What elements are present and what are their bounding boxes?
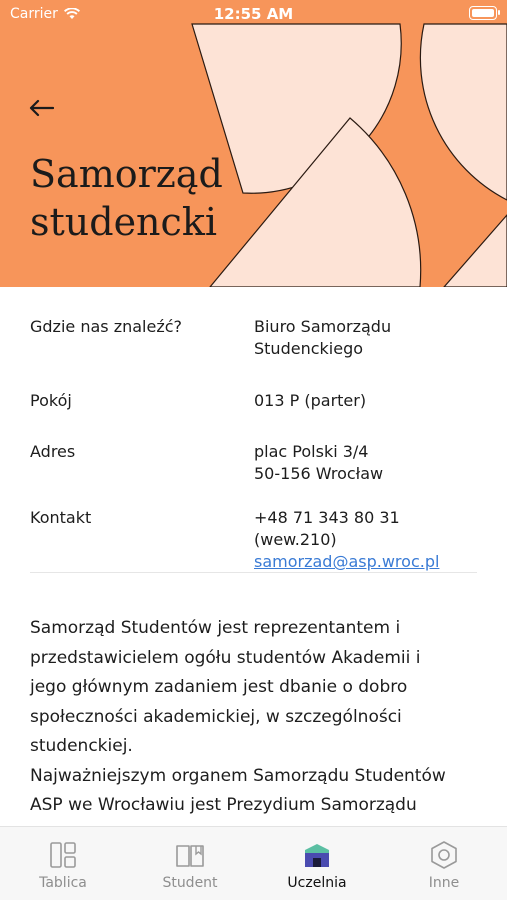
- location-value: [254, 316, 391, 360]
- page-title-line2: studencki: [30, 200, 217, 244]
- description: [30, 614, 480, 821]
- tab-bar: [0, 826, 507, 900]
- tab-inne[interactable]: [381, 827, 507, 900]
- description-line: jego głównym zadaniem jest dbanie o dobro: [30, 677, 408, 697]
- header: [0, 0, 507, 287]
- page-title-line1: Samorząd: [30, 152, 223, 196]
- contact-label: Kontakt: [30, 508, 92, 527]
- description-line: Najważniejszym organem Samorządu Studentów: [30, 765, 446, 786]
- tab-tablica-label: Tablica: [39, 875, 87, 891]
- tab-tablica[interactable]: [0, 827, 126, 900]
- room-value: [254, 390, 366, 412]
- location-value-line1: Biuro Samorządu: [254, 317, 392, 336]
- info-row-contact: [30, 507, 477, 573]
- tab-student[interactable]: [127, 827, 253, 900]
- room-value-text: 013 P (parter): [254, 391, 367, 410]
- contact-value: [254, 507, 477, 573]
- room-label: Pokój: [30, 391, 72, 410]
- contact-email-link[interactable]: samorzad@asp.wroc.pl: [254, 552, 440, 571]
- battery-icon: [469, 6, 497, 20]
- location-value-line2: Studenckiego: [254, 339, 364, 358]
- page-title: [30, 150, 330, 246]
- description-line: społeczności akademickiej, w szczególności: [30, 706, 402, 727]
- tab-uczelnia-label: Uczelnia: [287, 875, 347, 891]
- description-line: ASP we Wrocławiu jest Prezydium Samorządu: [30, 795, 417, 815]
- info-row-address: [30, 441, 383, 485]
- info-row-room: [30, 390, 366, 412]
- status-time: 12:55 AM: [213, 5, 294, 23]
- hexagon-icon: [429, 840, 459, 870]
- description-line: przedstawicielem ogółu studentów Akademii i: [30, 647, 421, 668]
- contact-phone[interactable]: +48 71 343 80 31 (wew.210): [254, 508, 400, 549]
- carrier-label: Carrier: [10, 6, 58, 22]
- address-label: Adres: [30, 442, 76, 461]
- tab-student-label: Student: [162, 875, 218, 891]
- status-bar: [0, 0, 507, 28]
- info-row-location: [30, 316, 391, 360]
- description-line: Samorząd Studentów jest reprezentantem i: [30, 618, 401, 638]
- location-label: Gdzie nas znaleźć?: [30, 317, 183, 336]
- section-divider: [30, 572, 477, 573]
- address-line1: plac Polski 3/4: [254, 442, 369, 461]
- address-line2: 50-156 Wrocław: [254, 464, 384, 483]
- tab-uczelnia[interactable]: [254, 827, 380, 900]
- arrow-left-icon: [28, 99, 54, 117]
- board-icon: [48, 840, 78, 870]
- building-icon: [302, 840, 332, 870]
- tab-inne-label: Inne: [428, 875, 460, 891]
- description-line: studenckiej.: [30, 736, 133, 756]
- book-icon: [175, 840, 205, 870]
- address-value: [254, 441, 383, 485]
- back-button[interactable]: [28, 94, 60, 122]
